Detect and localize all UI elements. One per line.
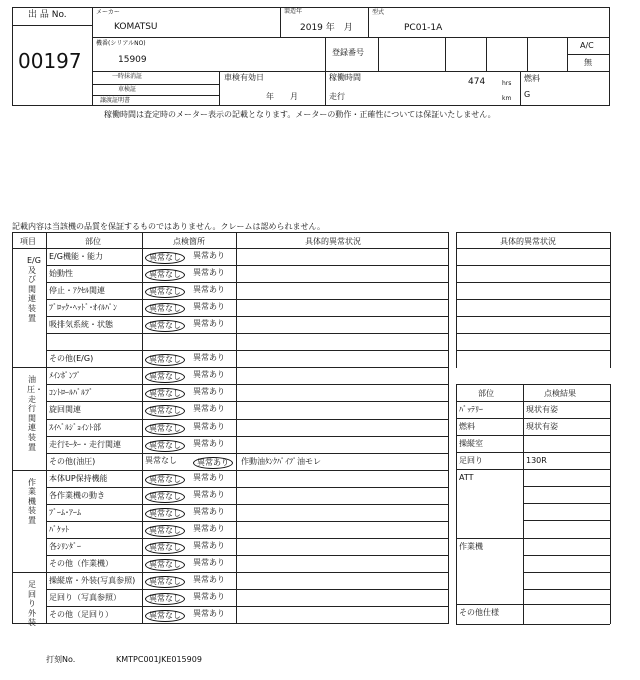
part-label: その他（作業機）	[49, 558, 113, 568]
km-unit: km	[502, 95, 512, 102]
fuel-value: G	[524, 90, 531, 99]
check-ok-option: 異常なし	[145, 405, 185, 417]
rule-line	[12, 232, 448, 233]
rule-line	[610, 232, 611, 368]
check-ng-option: 異常あり	[193, 285, 225, 295]
col-check-header: 点検箇所	[173, 237, 205, 246]
check-ok-option: 異常なし	[145, 303, 185, 315]
part-label: 始動性	[49, 269, 73, 279]
check-ng-option: 異常あり	[193, 370, 225, 380]
rule-line	[46, 589, 448, 590]
rule-line	[46, 350, 448, 351]
rule-line	[456, 333, 610, 334]
right-col-result: 点検結果	[544, 389, 576, 398]
inspection-label: 車検有効日	[224, 73, 264, 82]
col-detail-header: 具体的異常状況	[305, 237, 361, 246]
part-label: 走行ﾓｰﾀｰ・走行関連	[49, 439, 121, 449]
rule-line	[448, 232, 449, 624]
right-part-label: 操縦室	[459, 439, 483, 448]
right-part-label: 足回り	[459, 456, 483, 465]
temp-stop-label: 一時抹消証	[112, 73, 143, 80]
rule-line	[236, 232, 237, 624]
hours-value: 474	[468, 77, 486, 87]
check-ok-option: 異常なし	[145, 388, 185, 400]
check-ng-option: 異常あり	[193, 268, 225, 278]
part-label: その他（足回り）	[49, 610, 113, 620]
rule-line	[523, 555, 610, 556]
rule-line	[46, 555, 448, 556]
inspection-value: 年 月	[266, 92, 298, 101]
serial-label: 機番(シリアルNO)	[96, 40, 146, 47]
rule-line	[46, 299, 448, 300]
rule-line	[46, 401, 448, 402]
disclaimer: 記載内容は当該機の品質を保証するものではありません。クレームは認められません。	[12, 222, 325, 231]
rule-line	[46, 453, 448, 454]
rule-line	[456, 401, 610, 402]
rule-line	[456, 435, 610, 436]
right-part-label: ﾊﾞｯﾃﾘｰ	[459, 405, 483, 414]
check-ok-option: 異常なし	[145, 542, 185, 554]
rule-line	[523, 486, 610, 487]
section-title: E/G及び関連装置	[27, 256, 41, 323]
rule-line	[46, 384, 448, 385]
rule-line	[12, 623, 448, 624]
serial-value: 15909	[118, 55, 147, 65]
check-ok-option: 異常なし	[145, 474, 185, 486]
check-ng-option: 異常あり	[193, 353, 225, 363]
check-ok-option: 異常なし	[145, 440, 185, 452]
part-label: ﾌﾞｰﾑ･ｱｰﾑ	[49, 507, 81, 517]
rule-line	[456, 265, 610, 266]
part-label: 吸排気系統・状態	[49, 320, 113, 330]
rule-line	[456, 232, 457, 368]
check-ng-option: 異常あり	[193, 404, 225, 414]
hours-label: 稼働時間	[329, 73, 361, 82]
rule-line	[46, 436, 448, 437]
rule-line	[456, 299, 610, 300]
part-label: 足回り（写真参照）	[49, 593, 121, 602]
check-ng-option: 異常あり	[193, 319, 225, 329]
check-ng-option: 異常あり	[193, 387, 225, 397]
check-ok-option: 異常なし	[145, 525, 185, 537]
check-ok-option: 異常なし	[145, 455, 177, 465]
check-ng-option: 異常あり	[193, 523, 225, 533]
col-item-header: 項目	[20, 237, 36, 246]
check-ng-option: 異常あり	[193, 574, 225, 584]
rule-line	[142, 232, 143, 624]
part-label: 各ｼﾘﾝﾀﾞｰ	[49, 541, 81, 551]
rule-line	[46, 282, 448, 283]
check-ok-option: 異常なし	[145, 559, 185, 571]
check-ng-option: 異常あり	[193, 457, 233, 469]
part-label: ﾌﾞﾛｯｸ･ﾍｯﾄﾞ･ｵｲﾙﾊﾟﾝ	[49, 303, 117, 313]
part-label: ﾊﾞｹｯﾄ	[49, 524, 69, 534]
rule-line	[456, 418, 610, 419]
check-ng-option: 異常あり	[193, 302, 225, 312]
travel-label: 走行	[329, 92, 345, 101]
hours-note: 稼働時間は査定時のメーター表示の記載となります。メーターの動作・正確性については保証いたしません。	[104, 110, 496, 119]
rule-line	[523, 589, 610, 590]
listing-number: 00197	[18, 49, 82, 73]
right-result-value: 現状有姿	[526, 405, 558, 414]
part-label: 操縦席・外装(写真参照)	[49, 575, 136, 585]
model-value: PC01-1A	[404, 23, 443, 33]
rule-line	[46, 265, 448, 266]
rule-line	[523, 520, 610, 521]
registration-label: 登録番号	[332, 48, 364, 57]
maker-value: KOMATSU	[114, 22, 158, 32]
rule-line	[456, 316, 610, 317]
check-ok-option: 異常なし	[145, 252, 185, 264]
year-value: 2019 年 月	[300, 23, 353, 33]
section-title: 作業機装置	[28, 477, 36, 526]
rule-line	[456, 384, 457, 624]
section-title: 足回り外装	[28, 579, 36, 628]
rule-line	[456, 452, 610, 453]
check-ng-option: 異常あり	[193, 557, 225, 567]
year-label: 製造年	[284, 8, 303, 15]
maker-label: メーカー	[96, 9, 120, 16]
rule-line	[46, 232, 47, 624]
model-label: 型式	[372, 9, 385, 16]
stamp-label: 打刻No.	[46, 655, 76, 664]
check-ok-option: 異常なし	[145, 593, 185, 605]
right-detail-header: 具体的異常状況	[500, 237, 556, 246]
rule-line	[12, 232, 13, 624]
rule-line	[456, 248, 610, 249]
check-ok-option: 異常なし	[145, 610, 185, 622]
abnormal-detail: 作動油ﾀﾝｸﾊﾟｲﾌﾟ油モレ	[241, 456, 321, 466]
rule-line	[46, 487, 448, 488]
check-ok-option: 異常なし	[145, 354, 185, 366]
check-ok-option: 異常なし	[145, 491, 185, 503]
part-label: 旋回関連	[49, 405, 81, 415]
rule-line	[12, 470, 448, 471]
check-ng-option: 異常あり	[193, 489, 225, 499]
right-result-value: 130R	[526, 456, 547, 465]
rule-line	[12, 367, 448, 368]
rule-line	[46, 316, 448, 317]
rule-line	[456, 624, 610, 625]
check-ng-option: 異常あり	[193, 609, 225, 619]
check-ok-option: 異常なし	[145, 269, 185, 281]
rule-line	[456, 538, 610, 539]
right-part-label: 作業機	[459, 542, 483, 551]
rule-line	[610, 384, 611, 624]
rule-line	[456, 232, 610, 233]
check-ng-option: 異常あり	[193, 592, 225, 601]
check-ng-option: 異常あり	[193, 251, 225, 260]
part-label: 本体UP保持機能	[49, 473, 108, 483]
check-ng-option: 異常あり	[193, 472, 225, 482]
rule-line	[456, 604, 610, 605]
check-ng-option: 異常あり	[193, 421, 225, 431]
part-label: ﾒｲﾝﾎﾟﾝﾌﾟ	[49, 371, 81, 381]
check-ng-option: 異常あり	[193, 506, 225, 516]
rule-line	[456, 469, 610, 470]
rule-line	[12, 572, 448, 573]
rule-line	[46, 419, 448, 420]
right-result-value: 現状有姿	[526, 422, 558, 431]
check-ok-option: 異常なし	[145, 286, 185, 298]
rule-line	[456, 384, 610, 385]
ac-label: A/C	[580, 41, 594, 50]
right-part-label: ATT	[459, 473, 474, 482]
check-ok-option: 異常なし	[145, 320, 185, 332]
rule-line	[456, 282, 610, 283]
check-ok-option: 異常なし	[145, 423, 185, 435]
rule-line	[523, 384, 524, 624]
rule-line	[46, 333, 448, 334]
rule-line	[456, 350, 610, 351]
rule-line	[46, 538, 448, 539]
rule-line	[523, 572, 610, 573]
part-label: その他(E/G)	[49, 354, 94, 364]
rule-line	[46, 504, 448, 505]
right-part-label: その他仕様	[459, 608, 499, 617]
transfer-label: 譲渡証明書	[100, 97, 131, 104]
rule-line	[523, 503, 610, 504]
hours-unit: hrs	[502, 80, 512, 87]
part-label: E/G機能・能力	[49, 252, 103, 261]
rule-line	[46, 606, 448, 607]
part-label: 各作業機の動き	[49, 490, 105, 500]
check-ng-option: 異常あり	[193, 540, 225, 550]
check-ng-option: 異常あり	[193, 438, 225, 448]
part-label: その他(油圧)	[49, 456, 96, 466]
rule-line	[46, 521, 448, 522]
stamp-value: KMTPC001JKE015909	[116, 655, 202, 664]
right-part-label: 燃料	[459, 422, 475, 431]
section-title: 油圧・走行関連装置	[27, 375, 43, 452]
check-ok-option: 異常なし	[145, 508, 185, 520]
vehicle-cert-label: 車検証	[118, 86, 137, 93]
col-part-header: 部位	[85, 237, 101, 246]
part-label: ｽｲﾍﾞﾙｼﾞｮｲﾝﾄ部	[49, 422, 101, 432]
part-label: 停止・ｱｸｾﾙ関連	[49, 286, 105, 296]
check-ok-option: 異常なし	[145, 576, 185, 588]
no-label: 出 品 No.	[28, 10, 67, 20]
check-ok-option: 異常なし	[145, 371, 185, 383]
right-col-part: 部位	[478, 389, 494, 398]
fuel-label: 燃料	[524, 74, 540, 83]
rule-line	[12, 248, 448, 249]
part-label: ｺﾝﾄﾛｰﾙﾊﾞﾙﾌﾞ	[49, 388, 93, 398]
ac-value: 無	[584, 58, 592, 67]
